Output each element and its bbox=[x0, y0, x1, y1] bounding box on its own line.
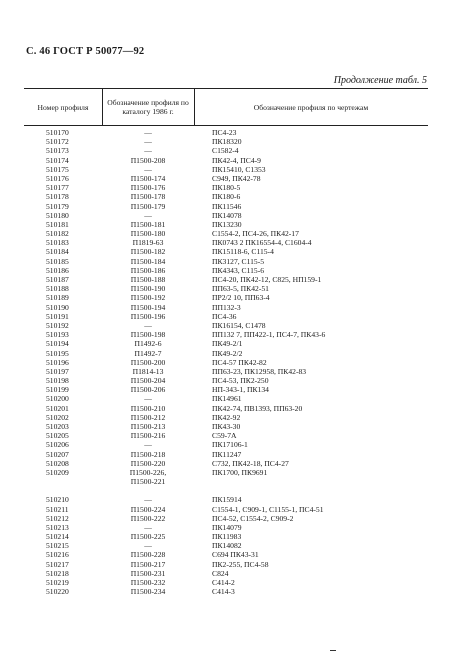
drawing-designation-cell: ПК42-74, ПВ1393, ПП63-20 bbox=[212, 403, 303, 413]
drawing-designation-cell: ПК2-255, ПС4-58 bbox=[212, 559, 269, 569]
catalog-designation-cell: П1500-206 bbox=[130, 385, 166, 395]
drawing-designation-cell: ПР2/2 10, ПП63-4 bbox=[212, 293, 270, 303]
catalog-designation-cell: П1500-231 bbox=[130, 568, 166, 578]
catalog-designation-cell: — bbox=[144, 320, 152, 330]
catalog-designation-cell: — bbox=[144, 495, 152, 505]
table-row bbox=[24, 541, 428, 550]
drawing-designation-cell: С824 bbox=[212, 568, 229, 578]
table-row bbox=[24, 238, 428, 247]
page-footer-mark bbox=[330, 650, 336, 651]
catalog-designation-cell: П1500-208 bbox=[130, 155, 166, 165]
profile-number-cell: 510206 bbox=[46, 440, 69, 450]
table-row bbox=[24, 247, 428, 256]
table-row bbox=[24, 385, 428, 394]
profile-number-cell: 510213 bbox=[46, 522, 69, 532]
drawing-designation-cell: ПК15410, С1353 bbox=[212, 164, 266, 174]
catalog-designation-cell: П1500-228 bbox=[130, 550, 166, 560]
catalog-designation-cell: П1819-63 bbox=[132, 238, 164, 248]
drawing-designation-cell: С414-2 bbox=[212, 578, 235, 587]
drawing-designation-cell: ПК13230 bbox=[212, 219, 242, 229]
catalog-designation-cell: П1500-221 bbox=[130, 477, 166, 487]
drawing-designation-cell: ПК180-5 bbox=[212, 183, 241, 193]
profile-number-cell: 510198 bbox=[46, 376, 69, 386]
drawing-designation-cell: ПК17106-1 bbox=[212, 440, 248, 450]
catalog-designation-cell: П1500-181 bbox=[130, 219, 166, 229]
profile-number-cell: 510173 bbox=[46, 146, 69, 156]
profile-number-cell: 510188 bbox=[46, 284, 69, 294]
table-row bbox=[24, 349, 428, 358]
profile-number-cell: 510207 bbox=[46, 449, 69, 459]
table-row bbox=[24, 174, 428, 183]
table-row bbox=[24, 422, 428, 431]
profile-number-cell: 510172 bbox=[46, 137, 69, 147]
profile-number-cell: 510214 bbox=[46, 532, 69, 542]
table-row bbox=[24, 220, 428, 229]
table-row bbox=[24, 413, 428, 422]
drawing-designation-cell: ПК49-2/2 bbox=[212, 348, 243, 358]
catalog-designation-cell: — bbox=[144, 164, 152, 174]
catalog-designation-cell: П1500-198 bbox=[130, 330, 166, 340]
table-row bbox=[24, 505, 428, 514]
catalog-designation-cell: П1500-234 bbox=[130, 587, 166, 597]
table-row bbox=[24, 303, 428, 312]
catalog-designation-cell: П1500-224 bbox=[130, 504, 166, 514]
drawing-designation-cell: ПК14078 bbox=[212, 210, 242, 220]
profile-number-cell: 510201 bbox=[46, 403, 69, 413]
profile-number-cell: 510208 bbox=[46, 458, 69, 468]
profile-number-cell: 510196 bbox=[46, 357, 69, 367]
table-row bbox=[24, 284, 428, 293]
table-row bbox=[24, 477, 428, 486]
drawing-designation-cell: ПК15914 bbox=[212, 495, 242, 505]
table-row bbox=[24, 128, 428, 137]
table-row bbox=[24, 440, 428, 449]
table-row bbox=[24, 156, 428, 165]
drawing-designation-cell: ПК3127, С115-5 bbox=[212, 256, 265, 266]
catalog-designation-cell: П1500-200 bbox=[130, 357, 166, 367]
drawing-designation-cell: ПС4-53, ПК2-250 bbox=[212, 376, 269, 386]
table-row bbox=[24, 376, 428, 385]
profile-number-cell: 510219 bbox=[46, 578, 69, 587]
profile-number-cell: 510195 bbox=[46, 348, 69, 358]
page-header: С. 46 ГОСТ Р 50077—92 bbox=[26, 46, 145, 57]
catalog-designation-cell: П1500-184 bbox=[130, 256, 166, 266]
table-row bbox=[24, 587, 428, 596]
profile-number-cell: 510192 bbox=[46, 320, 69, 330]
drawing-designation-cell: ПК14961 bbox=[212, 394, 242, 404]
catalog-designation-cell: — bbox=[144, 394, 152, 404]
catalog-designation-cell: П1500-204 bbox=[130, 376, 166, 386]
catalog-designation-cell: — bbox=[144, 146, 152, 156]
catalog-designation-cell: П1500-176 bbox=[130, 183, 166, 193]
profile-number-cell: 510176 bbox=[46, 173, 69, 183]
table-row bbox=[24, 431, 428, 440]
profile-number-cell: 510180 bbox=[46, 210, 69, 220]
catalog-designation-cell: — bbox=[144, 128, 152, 137]
profile-number-cell: 510197 bbox=[46, 366, 69, 376]
profile-number-cell: 510211 bbox=[46, 504, 69, 514]
profile-number-cell: 510218 bbox=[46, 568, 69, 578]
column-header-profile-number: Номер профиля bbox=[24, 89, 103, 125]
profile-number-cell: 510185 bbox=[46, 256, 69, 266]
drawing-designation-cell: С59-7А bbox=[212, 431, 237, 441]
profile-number-cell: 510220 bbox=[46, 587, 69, 597]
profile-number-cell: 510190 bbox=[46, 302, 69, 312]
catalog-designation-cell: П1500-210 bbox=[130, 403, 166, 413]
profile-number-cell: 510177 bbox=[46, 183, 69, 193]
catalog-designation-cell: П1500-217 bbox=[130, 559, 166, 569]
catalog-designation-cell: П1500-213 bbox=[130, 422, 166, 431]
column-header-drawing-designation: Обозначение профиля по чертежам bbox=[253, 102, 369, 112]
profile-number-cell: 510212 bbox=[46, 513, 69, 523]
drawing-designation-cell: ПК43-30 bbox=[212, 422, 241, 431]
drawing-designation-cell: ПК1700, ПК9691 bbox=[212, 467, 268, 477]
catalog-designation-cell: П1500-180 bbox=[130, 229, 166, 239]
table-row bbox=[24, 183, 428, 192]
profile-number-cell: 510174 bbox=[46, 155, 69, 165]
catalog-designation-cell: П1500-196 bbox=[130, 311, 166, 321]
drawing-designation-cell: ПК11247 bbox=[212, 449, 242, 459]
profile-number-cell: 510216 bbox=[46, 550, 69, 560]
drawing-designation-cell: ПК0743 2 ПК16554-4, С1604-4 bbox=[212, 238, 312, 248]
drawing-designation-cell: НП-343-1, ПК134 bbox=[212, 385, 269, 395]
table-row bbox=[24, 266, 428, 275]
table-row bbox=[24, 146, 428, 155]
drawing-designation-cell: ПК42-4, ПС4-9 bbox=[212, 155, 261, 165]
profile-number-cell: 510179 bbox=[46, 201, 69, 211]
profile-number-cell: 510184 bbox=[46, 247, 69, 257]
table-row bbox=[24, 367, 428, 376]
drawing-designation-cell: ПК16154, С1478 bbox=[212, 320, 266, 330]
table-row bbox=[24, 330, 428, 339]
table-row bbox=[24, 229, 428, 238]
table-row bbox=[24, 321, 428, 330]
profile-number-cell: 510210 bbox=[46, 495, 69, 505]
drawing-designation-cell: С1554-2, ПС4-26, ПК42-17 bbox=[212, 229, 299, 239]
table-row bbox=[24, 165, 428, 174]
drawing-designation-cell: ПП63-23, ПК12958, ПК42-83 bbox=[212, 366, 307, 376]
table-row bbox=[24, 257, 428, 266]
drawing-designation-cell: ПК14082 bbox=[212, 541, 242, 551]
profile-number-cell: 510175 bbox=[46, 164, 69, 174]
catalog-designation-cell: П1500-225 bbox=[130, 532, 166, 542]
profile-number-cell: 510200 bbox=[46, 394, 69, 404]
table-row bbox=[24, 495, 428, 504]
table-row bbox=[24, 514, 428, 523]
profile-number-cell: 510189 bbox=[46, 293, 69, 303]
drawing-designation-cell: ПП63-5, ПК42-51 bbox=[212, 284, 269, 294]
table-header bbox=[24, 88, 428, 126]
table-row bbox=[24, 450, 428, 459]
drawing-designation-cell: ПК14079 bbox=[212, 522, 242, 532]
catalog-designation-cell: — bbox=[144, 522, 152, 532]
drawing-designation-cell: ПП132 7, ПП422-1, ПС4-7, ПК43-6 bbox=[212, 330, 326, 340]
catalog-designation-cell: П1500-186 bbox=[130, 265, 166, 275]
profile-number-cell: 510187 bbox=[46, 275, 69, 284]
drawing-designation-cell: ПК49-2/1 bbox=[212, 339, 243, 349]
table-row bbox=[24, 560, 428, 569]
catalog-designation-cell: П1500-174 bbox=[130, 173, 166, 183]
drawing-designation-cell: С1582-4 bbox=[212, 146, 239, 156]
drawing-designation-cell: С949, ПК42-78 bbox=[212, 173, 261, 183]
drawing-designation-cell: ПК11546 bbox=[212, 201, 242, 211]
drawing-designation-cell: ПК180-6 bbox=[212, 192, 241, 202]
table-continuation-label: Продолжение табл. 5 bbox=[333, 75, 427, 86]
table-row bbox=[24, 459, 428, 468]
table-row bbox=[24, 578, 428, 587]
drawing-designation-cell: С414-3 bbox=[212, 587, 235, 597]
drawing-designation-cell: ПС4-20, ПК42-12, С825, НП159-1 bbox=[212, 275, 322, 284]
catalog-designation-cell: П1500-212 bbox=[130, 412, 166, 422]
catalog-designation-cell: П1500-220 bbox=[130, 458, 166, 468]
catalog-designation-cell: П1500-218 bbox=[130, 449, 166, 459]
catalog-designation-cell: П1500-226, bbox=[129, 467, 167, 477]
profile-number-cell: 510181 bbox=[46, 219, 69, 229]
catalog-designation-cell: П1500-178 bbox=[130, 192, 166, 202]
profile-number-cell: 510186 bbox=[46, 265, 69, 275]
table-row bbox=[24, 211, 428, 220]
table-row bbox=[24, 137, 428, 146]
drawing-designation-cell: С694 ПК43-31 bbox=[212, 550, 259, 560]
table-row bbox=[24, 394, 428, 403]
table-row bbox=[24, 358, 428, 367]
catalog-designation-cell: П1492-6 bbox=[134, 339, 162, 349]
table-row bbox=[24, 293, 428, 302]
catalog-designation-cell: — bbox=[144, 541, 152, 551]
catalog-designation-cell: П1500-190 bbox=[130, 284, 166, 294]
catalog-designation-cell: — bbox=[144, 440, 152, 450]
profile-number-cell: 510191 bbox=[46, 311, 69, 321]
drawing-designation-cell: ПК42-92 bbox=[212, 412, 241, 422]
catalog-designation-cell: П1500-182 bbox=[130, 247, 166, 257]
catalog-designation-cell: П1500-179 bbox=[130, 201, 166, 211]
catalog-designation-cell: П1500-232 bbox=[130, 578, 166, 587]
profile-number-cell: 510193 bbox=[46, 330, 69, 340]
table-row bbox=[24, 532, 428, 541]
drawing-designation-cell: С1554-1, С909-1, С1155-1, ПС4-51 bbox=[212, 504, 324, 514]
catalog-designation-cell: П1500-216 bbox=[130, 431, 166, 441]
table-row bbox=[24, 550, 428, 559]
table-row bbox=[24, 275, 428, 284]
catalog-designation-cell: — bbox=[144, 137, 152, 147]
catalog-designation-cell: П1500-188 bbox=[130, 275, 166, 284]
profile-number-cell: 510217 bbox=[46, 559, 69, 569]
catalog-designation-cell: П1500-194 bbox=[130, 302, 166, 312]
table-row bbox=[24, 312, 428, 321]
table-body bbox=[24, 128, 428, 596]
catalog-designation-cell: П1500-222 bbox=[130, 513, 166, 523]
profile-number-cell: 510182 bbox=[46, 229, 69, 239]
profile-number-cell: 510194 bbox=[46, 339, 69, 349]
profile-number-cell: 510178 bbox=[46, 192, 69, 202]
profile-number-cell: 510209 bbox=[46, 467, 69, 477]
drawing-designation-cell: С732, ПК42-18, ПС4-27 bbox=[212, 458, 289, 468]
catalog-designation-cell: П1492-7 bbox=[134, 348, 162, 358]
profile-number-cell: 510199 bbox=[46, 385, 69, 395]
profile-number-cell: 510215 bbox=[46, 541, 69, 551]
drawing-designation-cell: ПС4-36 bbox=[212, 311, 237, 321]
table-row bbox=[24, 339, 428, 348]
table-row bbox=[24, 404, 428, 413]
drawing-designation-cell: ПС4-23 bbox=[212, 128, 237, 137]
drawing-designation-cell: ПК15118-6, С115-4 bbox=[212, 247, 274, 257]
table-row bbox=[24, 202, 428, 211]
profile-number-cell: 510183 bbox=[46, 238, 69, 248]
drawing-designation-cell: ПК11983 bbox=[212, 532, 242, 542]
drawing-designation-cell: ПК4343, С115-6 bbox=[212, 265, 265, 275]
table-row bbox=[24, 523, 428, 532]
catalog-designation-cell: П1500-192 bbox=[130, 293, 166, 303]
table-row bbox=[24, 468, 428, 477]
drawing-designation-cell: ПК18320 bbox=[212, 137, 242, 147]
column-header-catalog-designation: Обозначение профиля по каталогу 1986 г. bbox=[102, 89, 195, 125]
profile-number-cell: 510170 bbox=[46, 128, 69, 137]
profile-number-cell: 510202 bbox=[46, 412, 69, 422]
table-row bbox=[24, 569, 428, 578]
catalog-designation-cell: — bbox=[144, 210, 152, 220]
drawing-designation-cell: ПС4-52, С1554-2, С909-2 bbox=[212, 513, 294, 523]
drawing-designation-cell: ПП132-3 bbox=[212, 302, 241, 312]
catalog-designation-cell: П1814-13 bbox=[132, 366, 164, 376]
table-row bbox=[24, 192, 428, 201]
profile-number-cell: 510205 bbox=[46, 431, 69, 441]
drawing-designation-cell: ПС4-57 ПК42-82 bbox=[212, 357, 267, 367]
profile-number-cell: 510203 bbox=[46, 422, 69, 431]
